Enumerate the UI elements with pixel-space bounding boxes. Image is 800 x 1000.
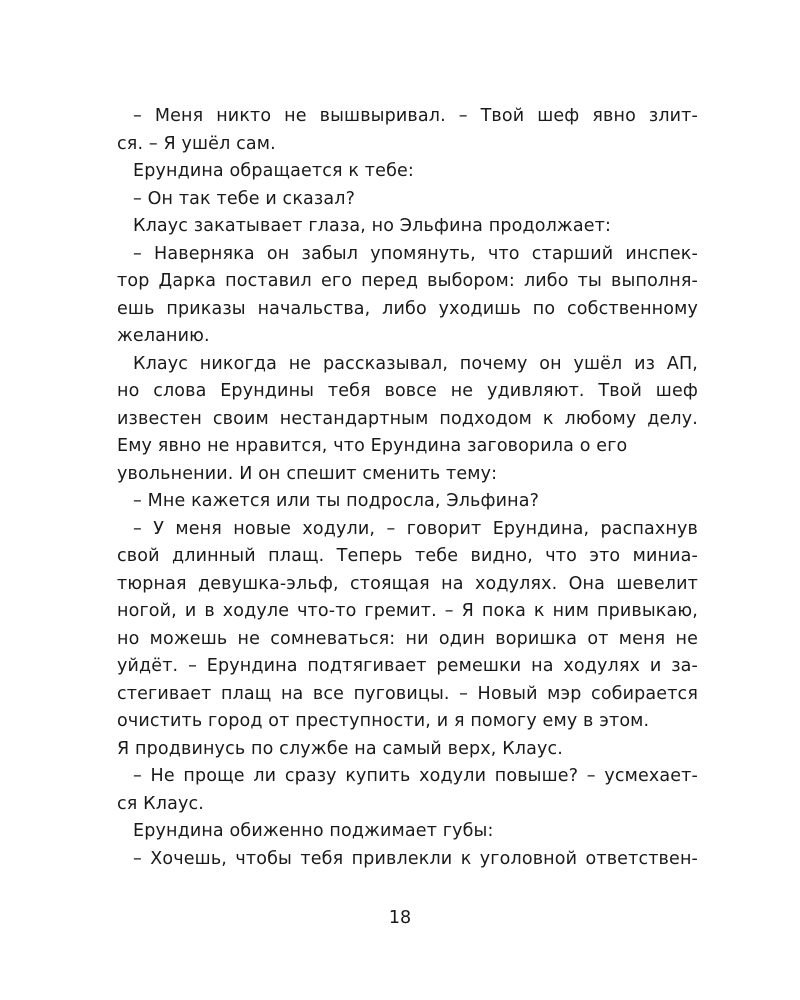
text-line: – Не проще ли сразу купить ходули повыше? – усмехает- — [133, 766, 698, 786]
text-line: – Хочешь, чтобы тебя привлекли к уголовной ответствен- — [133, 848, 698, 869]
text-line: – Меня никто не вышвыривал. – Твой шеф явно злит- — [133, 106, 698, 126]
text-line: уйдёт. – Ерундина подтягивает ремешки на ходулях и за- — [117, 656, 698, 676]
text-line: очистить город от преступности, и я помогу ему в этом. — [117, 711, 650, 731]
text-line: Клаус никогда не рассказывал, почему он ушёл из АП, — [133, 353, 698, 374]
page-number: 18 — [388, 908, 412, 928]
text-line: Клаус закатывает глаза, но Эльфина продолжает: — [133, 216, 612, 236]
text-line: Я продвинусь по службе на самый верх, Клаус. — [117, 738, 563, 759]
text-line: ногой, и в ходуле что-то гремит. – Я пока к ним привыкаю, — [117, 601, 698, 621]
text-line: увольнении. И он спешит сменить тему: — [117, 463, 498, 484]
text-line: – Мне кажется или ты подросла, Эльфина? — [133, 491, 540, 511]
text-line: – Он так тебе и сказал? — [133, 188, 356, 209]
text-line: тюрная девушка-эльф, стоящая на ходулях. Она шевелит — [117, 573, 698, 594]
text-line: Ерундина обиженно поджимает губы: — [133, 821, 494, 841]
text-line: но слова Ерундины тебя вовсе не удивляют. Твой шеф — [117, 381, 698, 401]
text-line: стегивает плащ на все пуговицы. – Новый мэр собирается — [117, 683, 698, 704]
text-line: – У меня новые ходули, – говорит Ерундина, распахнув — [133, 518, 698, 539]
text-line: ся Клаус. — [117, 793, 204, 814]
text-line: ся. – Я ушёл сам. — [117, 133, 276, 154]
text-line: желанию. — [117, 326, 210, 346]
text-line: Ерундина обращается к тебе: — [133, 161, 414, 181]
text-line: тор Дарка поставил его перед выбором: либо ты выполня- — [117, 271, 698, 291]
text-line: свой длинный плащ. Теперь тебе видно, что это миниа- — [117, 546, 698, 566]
text-line: ешь приказы начальства, либо уходишь по собственному — [117, 298, 698, 319]
text-line: Ему явно не нравится, что Ерундина заговорила о его — [117, 436, 628, 456]
text-line: – Наверняка он забыл упомянуть, что старший инспек- — [133, 243, 698, 264]
text-line: известен своим нестандартным подходом к любому делу. — [117, 408, 698, 429]
text-line: но можешь не сомневаться: ни один воришка от меня не — [117, 628, 698, 649]
